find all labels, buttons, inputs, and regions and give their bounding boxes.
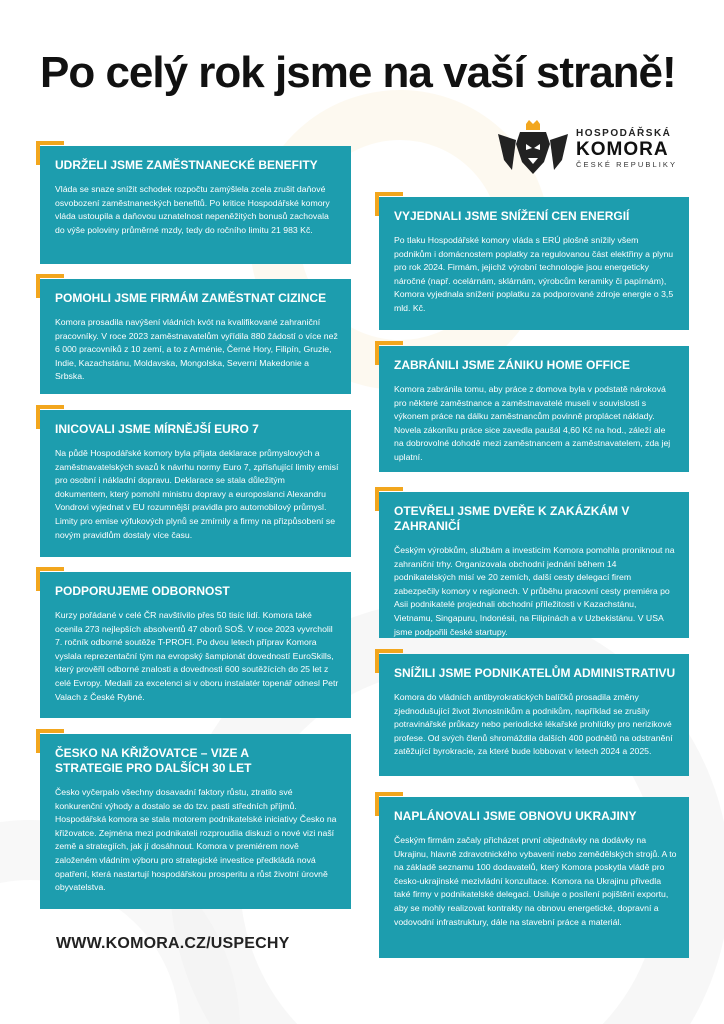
- box-title: OTEVŘELI JSME DVEŘE K ZAKÁZKÁM V ZAHRANIČÍ: [394, 504, 630, 533]
- box-title: VYJEDNALI JSME SNÍŽENÍ CEN ENERGIÍ: [394, 209, 630, 223]
- chamber-logo: [496, 120, 696, 176]
- box-title: ČESKO NA KŘIŽOVATCE – VIZE A STRATEGIE PRO DALŠÍCH 30 LET: [55, 746, 252, 775]
- box-title: ZABRÁNILI JSME ZÁNIKU HOME OFFICE: [394, 358, 630, 372]
- box-title: POMOHLI JSME FIRMÁM ZAMĚSTNAT CIZINCE: [55, 291, 327, 305]
- box-text: Komora do vládních antibyrokratických balíčků prosadila změny zjednodušující život živnostníkům a podnikům, například se zrušily potravinářské průkazy nebo periodické lékařské prohlídky pro nerizikové profese. Od svých členů shromáždila dalších 400 podnětů na odstranění zatěžující byrokracie, za které bude lobbovat v letech 2024 a 2025.: [394, 692, 673, 757]
- lion-crest-icon: [496, 120, 570, 176]
- website-link[interactable]: WWW.KOMORA.CZ/USPECHY: [56, 935, 290, 952]
- logo-line-1: HOSPODÁŘSKÁ: [576, 127, 672, 139]
- box-title: SNÍŽILI JSME PODNIKATELŮM ADMINISTRATIVU: [394, 666, 676, 680]
- box-employee-benefits: [40, 146, 351, 264]
- logo-line-2: KOMORA: [576, 138, 669, 160]
- box-text: Na půdě Hospodářské komory byla přijata deklarace průmyslových a zaměstnavatelských svazů k návrhu normy Euro 7, zpřísňující limity emisí pro osobní i nákladní dopravu. Deklarace se stala důležitým dokumentem, který pomohl ministru dopravy a europoslanci Alexandru Vondrovi vyjednat v EU rozumnější pravidla pro automobilový průmysl. Limity pro emise výfukových plynů se zmírnily a firmy na přizpůsobení se novým pravidlům dostaly více času.: [55, 448, 339, 540]
- box-text: Komora zabránila tomu, aby práce z domova byla v podstatě nároková pro některé zaměstnance a zaměstnavatelé museli v souvislosti s výkonem práce na dálku zaměstnancům povinně proplácet náklady. Novela zákoníku práce sice zavedla paušál 4,60 Kč na hod., záleží ale na dobrovolné dohodě mezi zaměstnancem a zaměstnavatelem, zda jej uplatní.: [394, 384, 671, 462]
- box-czechia-crossroads: [40, 734, 351, 909]
- box-ukraine-renewal: [379, 797, 689, 958]
- box-text: Komora prosadila navýšení vládních kvót na kvalifikované zahraniční pracovníky. V roce 2023 zaměstnavatelům vyřídila 880 žádostí o více než 6 000 pracovníků z 10 zemí, a to z Arménie, Černé Hory, Filipín, Gruzie, Indie, Kazachstánu, Moldavska, Mongolska, Severní Makedonie a Srbska.: [55, 317, 338, 382]
- box-home-office: [379, 346, 689, 472]
- box-text: Vláda se snaze snížit schodek rozpočtu zamýšlela zcela zrušit daňové osvobození zaměstnaneckých benefitů. Po kritice Hospodářské komory vláda ustoupila a daňovou uznatelnost nepeněžitých bonusů zachovala do výše poloviny průměrné mzdy, tedy do ročního limitu 21 983 Kč.: [55, 184, 330, 235]
- page-headline: Po celý rok jsme na vaší straně!: [40, 48, 676, 97]
- box-text: Českým firmám začaly přicházet první objednávky na dodávky na Ukrajinu, hlavně zdravotnického vybavení nebo zemědělských strojů. A to na základě seznamu 100 dodavatelů, který Komora poskytla vládě pro česko-ukrajinské mezivládní konzultace. Komora na Ukrajinu přivedla také firmy v podnikatelské delegaci. Usiluje o posílení pojištění exportu, aby se mohly realizovat kontrakty na obnovu energetické, dopravní a vodovodní infrastruktury, dále na stavební práce a materiál.: [394, 835, 677, 927]
- box-title: NAPLÁNOVALI JSME OBNOVU UKRAJINY: [394, 809, 637, 823]
- box-expertise: [40, 572, 351, 718]
- box-administration: [379, 654, 689, 776]
- box-foreign-contracts: [379, 492, 689, 638]
- box-title: UDRŽELI JSME ZAMĚSTNANECKÉ BENEFITY: [55, 158, 318, 172]
- box-euro-7: [40, 410, 351, 557]
- box-text: Česko vyčerpalo všechny dosavadní faktory růstu, ztratilo své konkurenční výhody a dostalo se do tzv. pasti středních příjmů. Hospodářská komora se stala motorem podnikatelské iniciativy Česko na křižovatce. Zejména mezi podnikateli rozproudila diskuzi o nové vizi naší země a strategiích, jak jí dosáhnout. Komora v premiérem nově založeném vládním výboru pro strategické investice předkládá nová opatření, která nastartují hospodářskou prosperitu a růst životní úrovně obyvatelstva.: [55, 787, 337, 893]
- box-text: Českým výrobkům, službám a investicím Komora pomohla proniknout na zahraniční trhy. Organizovala obchodní jednání během 14 podnikatelských misí ve 20 zemích, další cesty delegací firem zabezpečily komory v regionech. V průběhu pracovní cesty premiéra po Asii podnikatelé projednali obchodní příležitosti v Kazachstánu, Vietnamu, Singapuru, Indonésii, na Filipínách a v Uzbekistánu. V USA jsme podpořili české startupy.: [394, 545, 675, 637]
- box-text: Po tlaku Hospodářské komory vláda s ERÚ plošně snížily všem podnikům i domácnostem poplatky za regulovanou část elektřiny a plynu pro rok 2024. Firmám, jejichž výrobní technologie jsou energeticky náročné (např. ocelárnám, sklárnám, výrobcům keramiky či papírnám), Komora vyjednala snížení poplatku za podporované zdroje energie o 3,5 mld. Kč.: [394, 235, 674, 313]
- logo-line-3: ČESKÉ REPUBLIKY: [576, 159, 678, 169]
- box-foreign-workers: [40, 279, 351, 394]
- box-energy-prices: [379, 197, 689, 330]
- box-text: Kurzy pořádané v celé ČR navštívilo přes 50 tisíc lidí. Komora také ocenila 273 nejlepších absolventů 47 oborů SOŠ. V roce 2023 vyvrcholil 7. ročník odborné soutěže T-PROFI. Po dvou letech příprav Komora vyslala reprezentační tým na evropský šampionát dovedností EuroSkills, který prověřil odborné znalosti a dovednosti 600 soutěžících do 25 let z celé Evropy. Medaili za excelenci si v oboru instalatér topenář odnesl Petr Valach z České Rybné.: [55, 610, 339, 702]
- box-title: INICOVALI JSME MÍRNĚJŠÍ EURO 7: [55, 422, 259, 436]
- box-title: PODPORUJEME ODBORNOST: [55, 584, 230, 598]
